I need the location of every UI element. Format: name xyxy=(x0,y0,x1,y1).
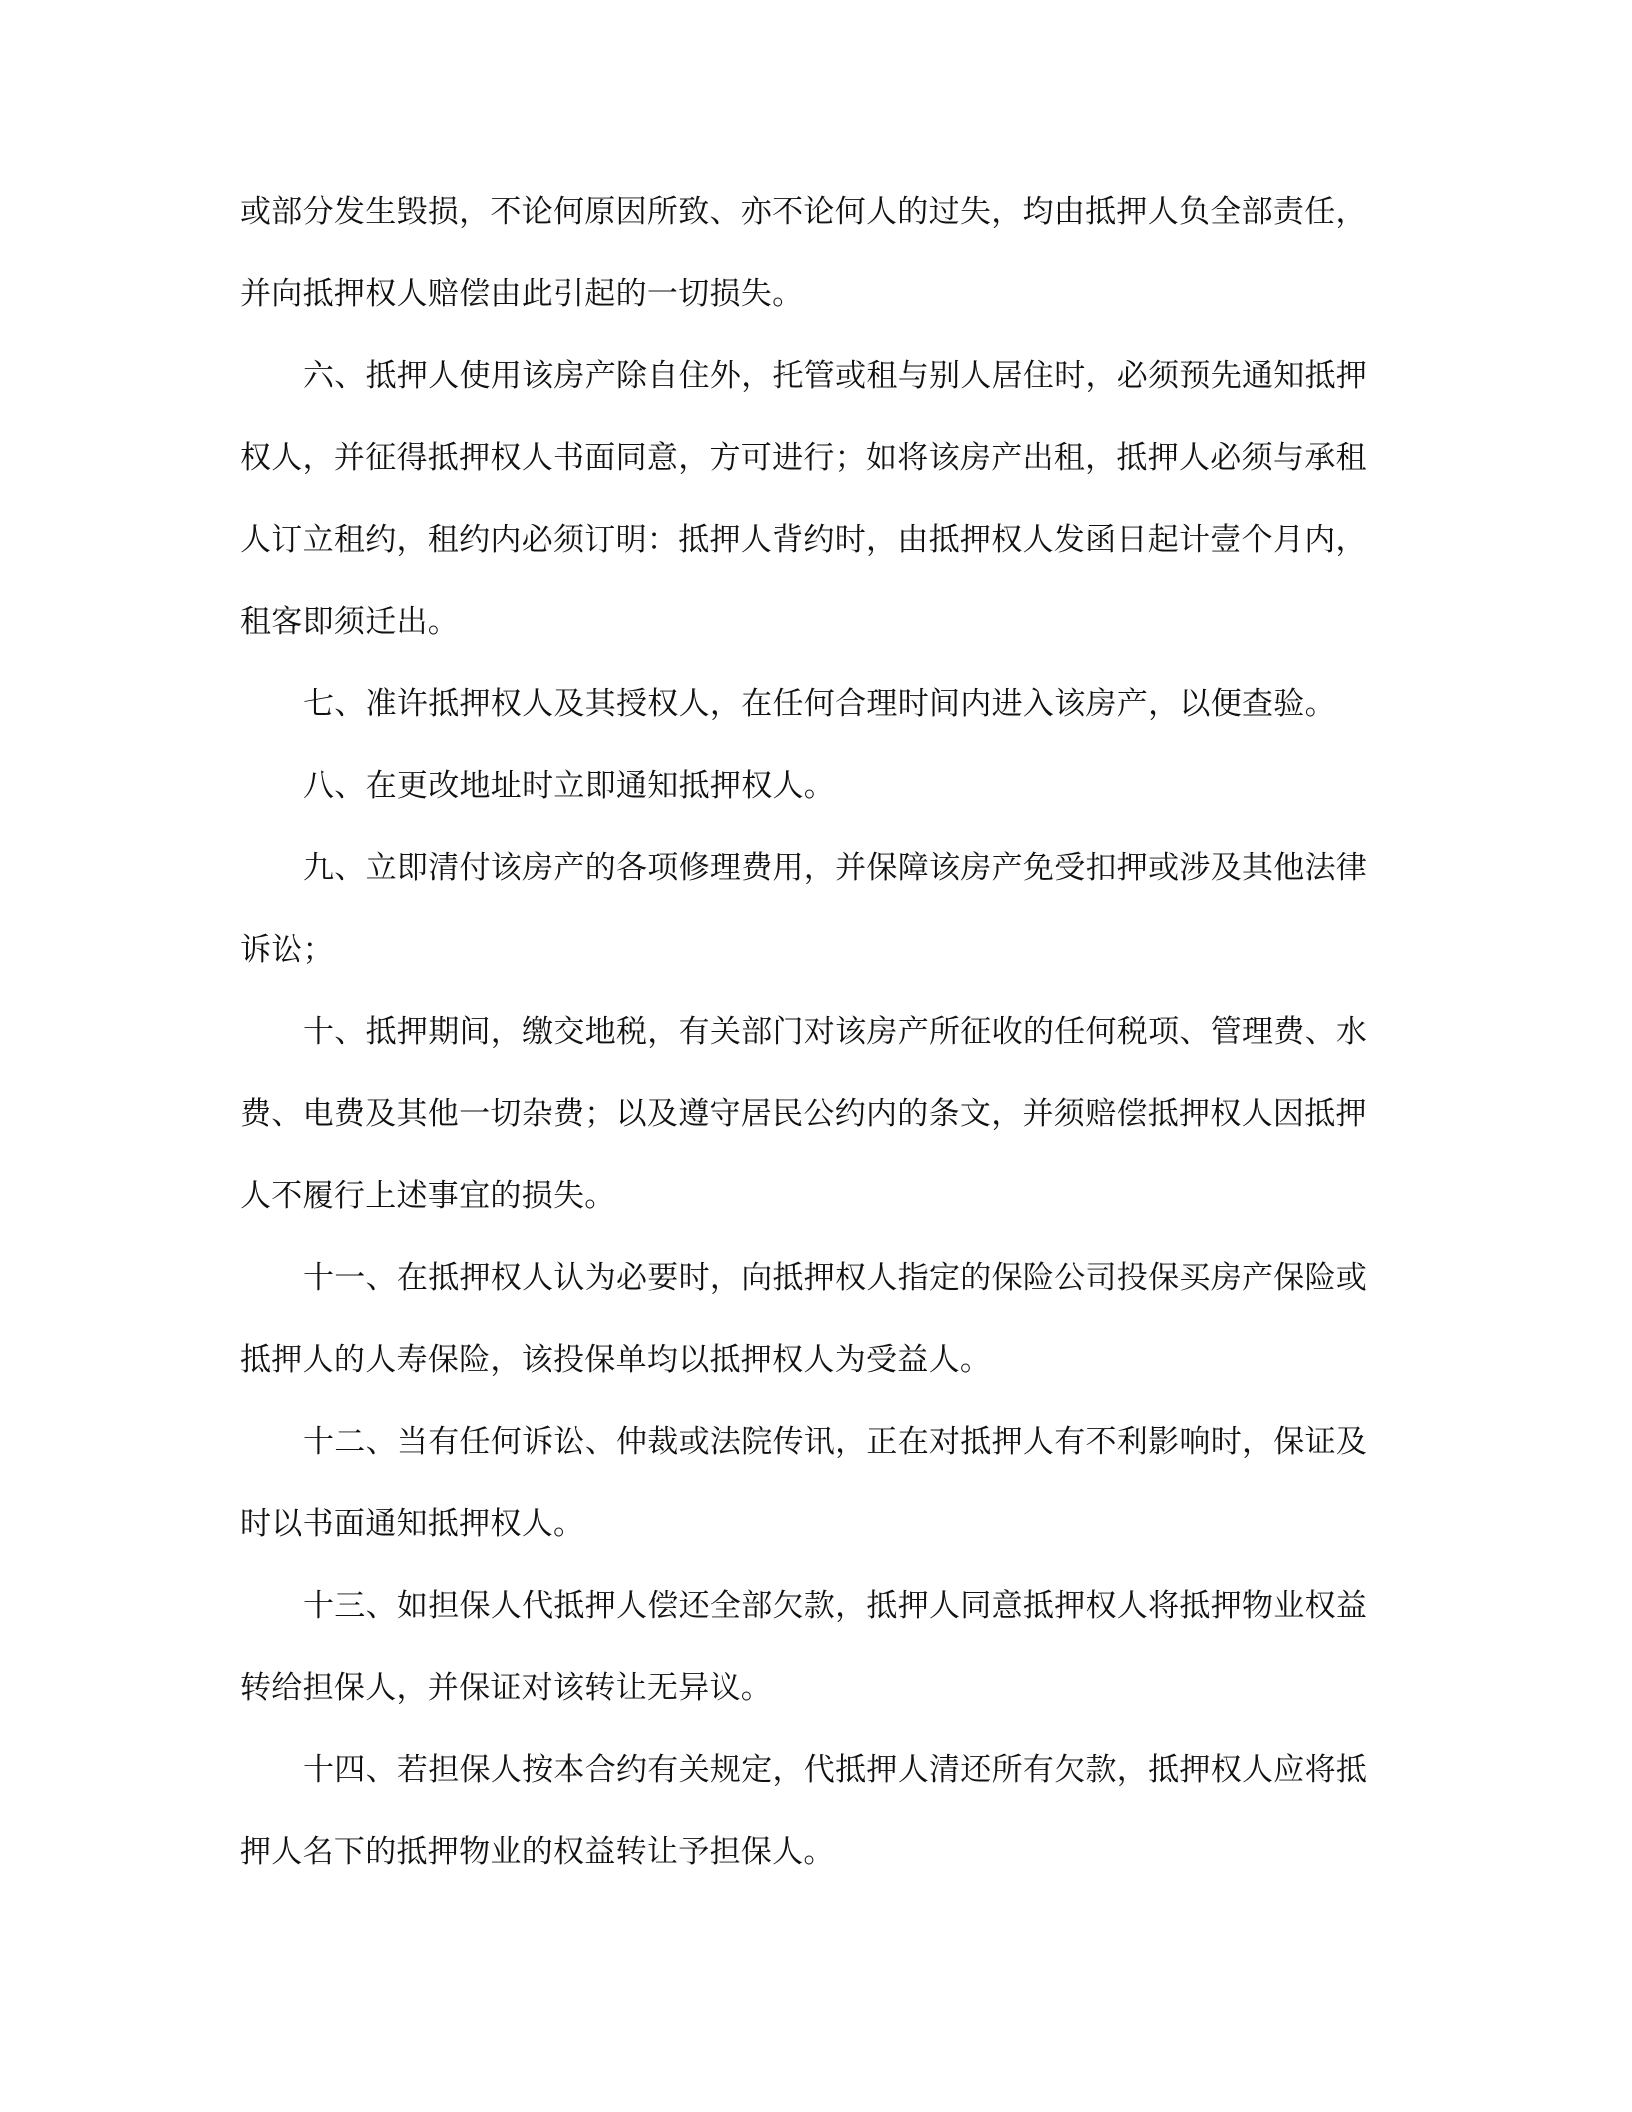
text-line: 人不履行上述事宜的损失。 xyxy=(240,1178,616,1214)
clause-9-start: 九、立即清付该房产的各项修理费用，并保障该房产免受扣押或涉及其他法律 xyxy=(303,850,1368,886)
text-line: 权人，并征得抵押权人书面同意，方可进行；如将该房产出租，抵押人必须与承租 xyxy=(240,440,1367,476)
clause-12-start: 十二、当有任何诉讼、仲裁或法院传讯，正在对抵押人有不利影响时，保证及 xyxy=(303,1424,1368,1460)
text-line: 或部分发生毁损，不论何原因所致、亦不论何人的过失，均由抵押人负全部责任， xyxy=(240,194,1367,230)
text-line: 转给担保人，并保证对该转让无异议。 xyxy=(240,1670,773,1706)
clause-6-start: 六、抵押人使用该房产除自住外，托管或租与别人居住时，必须预先通知抵押 xyxy=(303,358,1368,394)
text-line: 人订立租约，租约内必须订明：抵押人背约时，由抵押权人发函日起计壹个月内， xyxy=(240,522,1367,558)
text-line: 并向抵押权人赔偿由此引起的一切损失。 xyxy=(240,276,804,312)
text-line: 押人名下的抵押物业的权益转让予担保人。 xyxy=(240,1834,835,1870)
clause-13-start: 十三、如担保人代抵押人偿还全部欠款，抵押人同意抵押权人将抵押物业权益 xyxy=(303,1588,1368,1624)
text-line: 时以书面通知抵押权人。 xyxy=(240,1506,585,1542)
clause-14-start: 十四、若担保人按本合约有关规定，代抵押人清还所有欠款，抵押权人应将抵 xyxy=(303,1752,1368,1788)
clause-8: 八、在更改地址时立即通知抵押权人。 xyxy=(303,768,836,804)
clause-10-start: 十、抵押期间，缴交地税，有关部门对该房产所征收的任何税项、管理费、水 xyxy=(303,1014,1368,1050)
clause-11-start: 十一、在抵押权人认为必要时，向抵押权人指定的保险公司投保买房产保险或 xyxy=(303,1260,1368,1296)
text-line: 抵押人的人寿保险，该投保单均以抵押权人为受益人。 xyxy=(240,1342,992,1378)
clause-7: 七、准许抵押权人及其授权人，在任何合理时间内进入该房产，以便查验。 xyxy=(303,686,1336,722)
text-line: 租客即须迁出。 xyxy=(240,604,460,640)
text-line: 费、电费及其他一切杂费；以及遵守居民公约内的条文，并须赔偿抵押权人因抵押 xyxy=(240,1096,1367,1132)
text-line: 诉讼； xyxy=(240,932,334,968)
